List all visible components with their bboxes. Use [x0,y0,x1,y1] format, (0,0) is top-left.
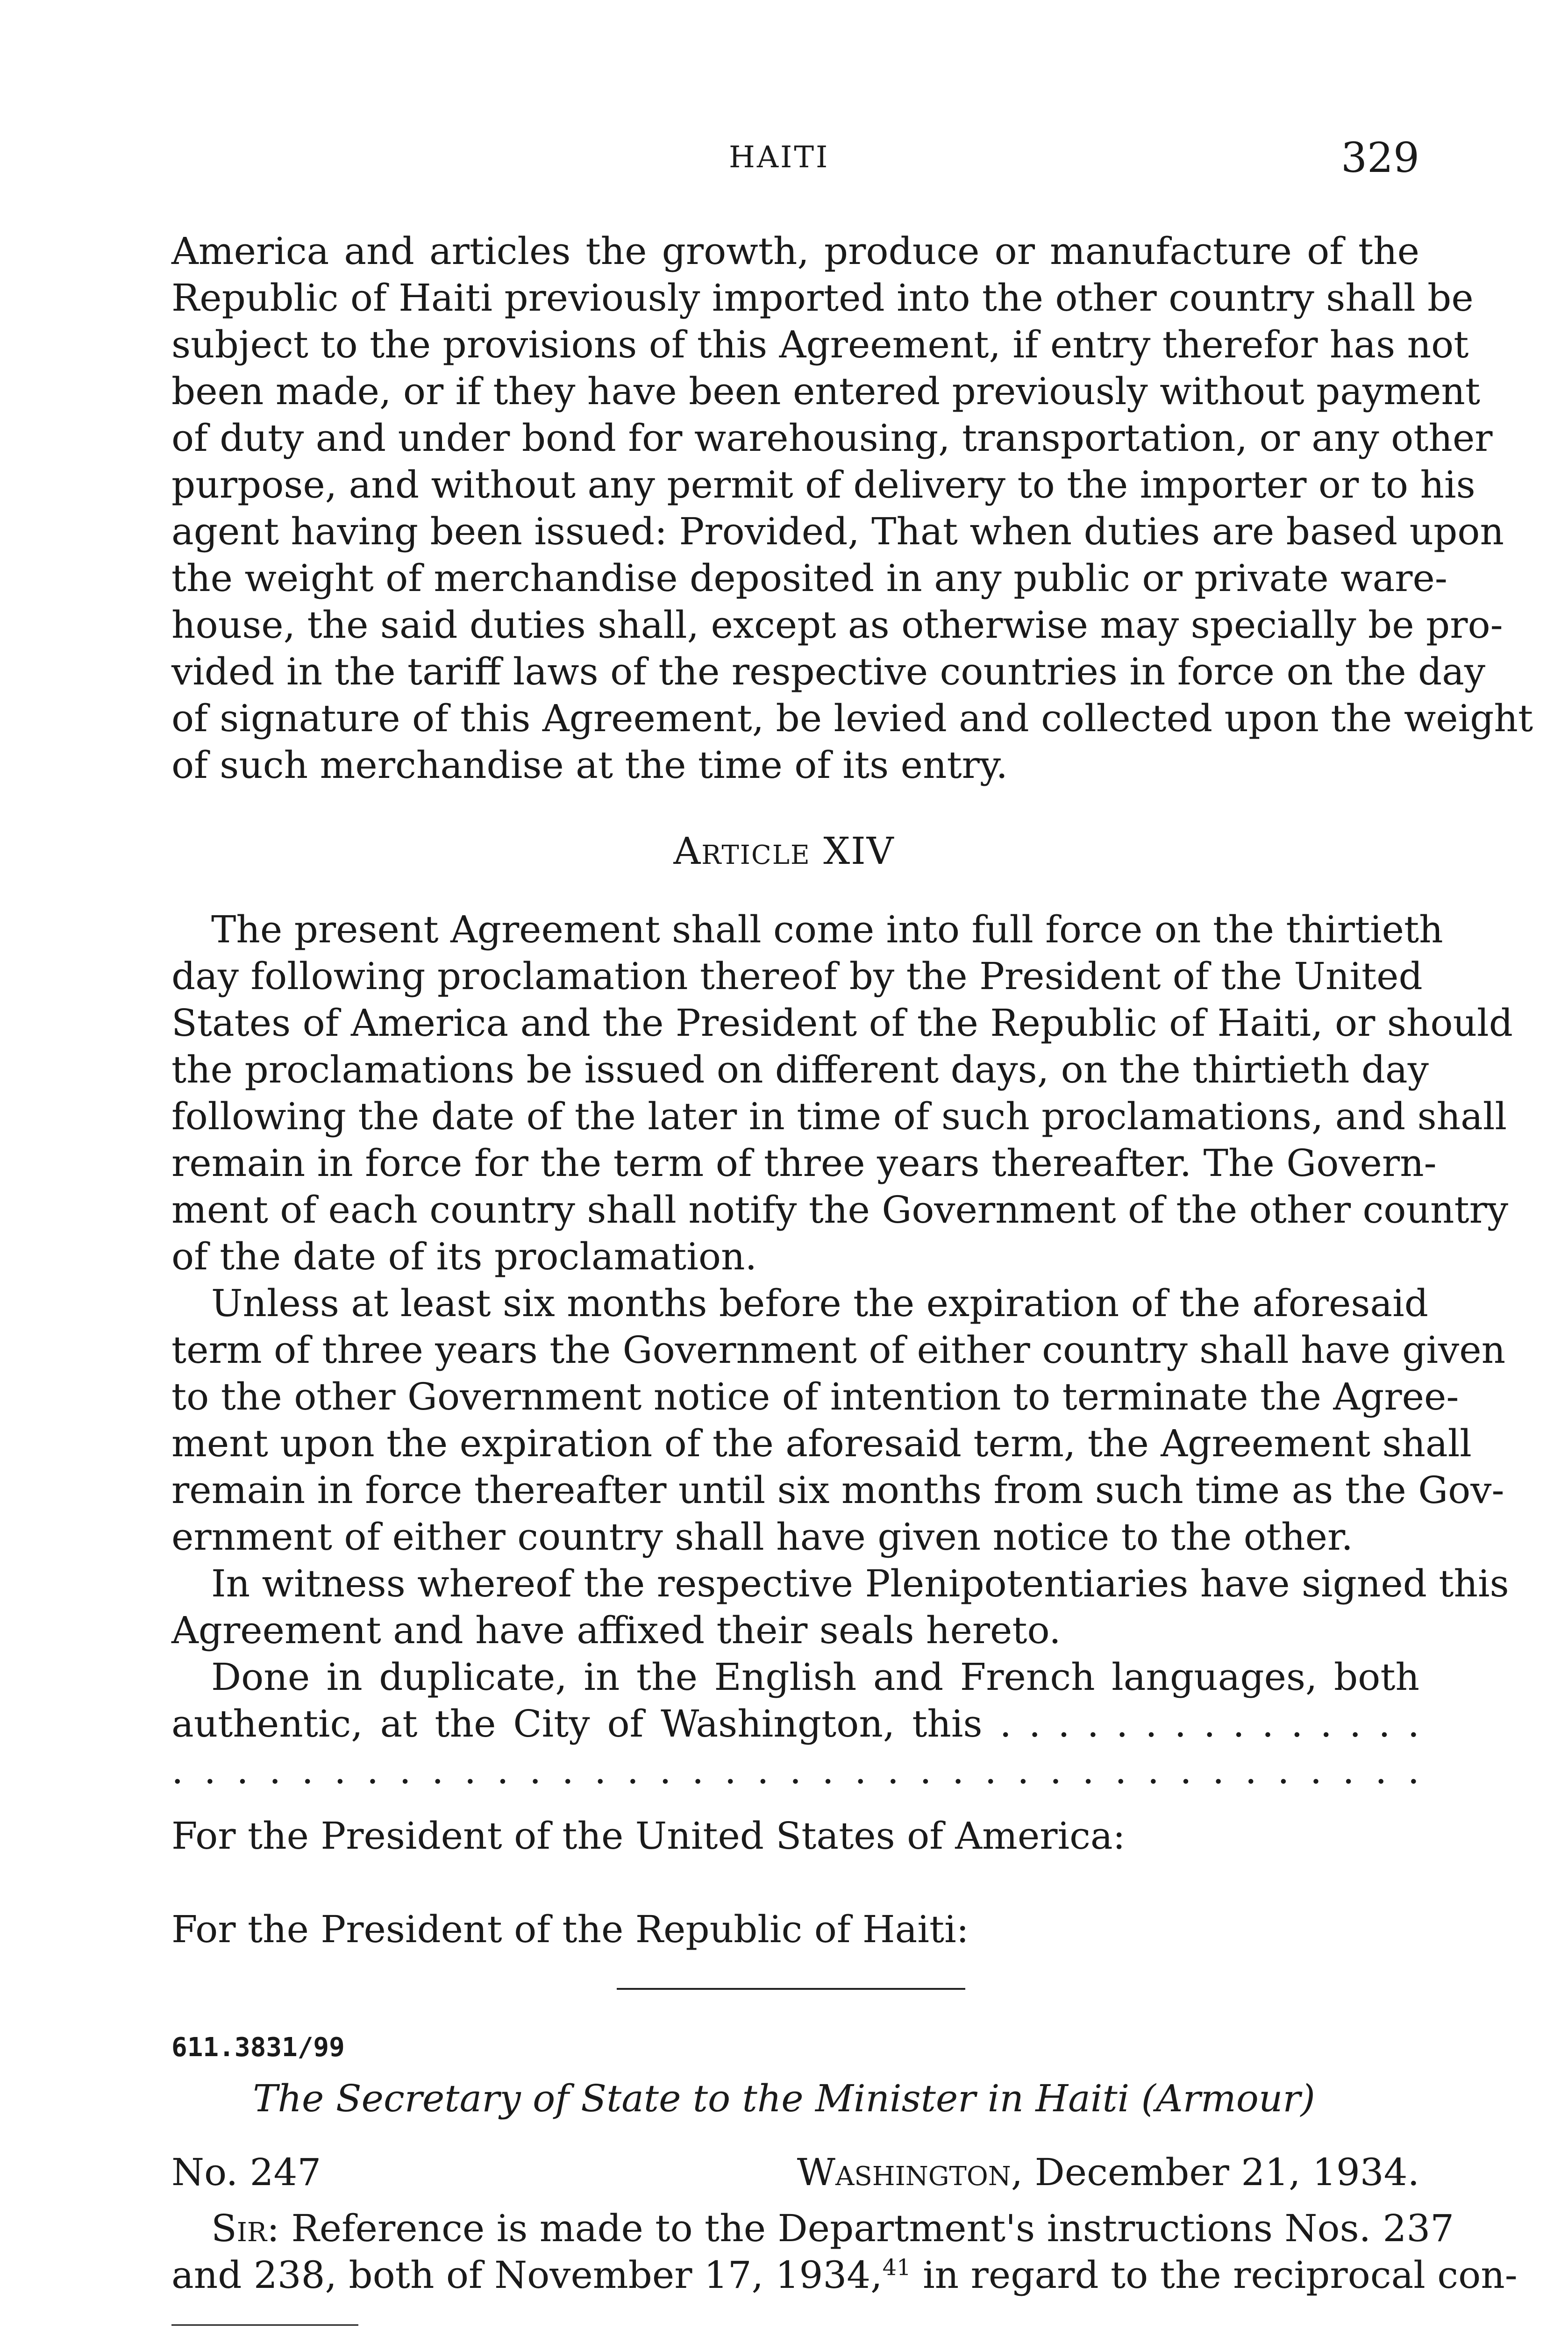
letter-text: in regard to the reciprocal con- [911,2253,1518,2297]
text-line: Agreement and have affixed their seals hereto. [171,1609,1061,1652]
text-line: In witness whereof the respective Plenipotentiaries have signed this [211,1562,1509,1605]
signature-line-us: For the President of the United States of America: [171,1814,1126,1858]
text-line: house, the said duties shall, except as otherwise may specially be pro- [171,603,1503,647]
text-line: Republic of Haiti previously imported into the other country shall be [171,276,1474,320]
text-line: subject to the provisions of this Agreement, if entry therefor has not [171,323,1469,366]
file-number: 611.3831/99 [171,2032,345,2063]
text-line: of duty and under bond for warehousing, transportation, or any other [171,416,1493,460]
salutation: Sir [211,2207,267,2250]
text-line: the weight of merchandise deposited in any public or private ware- [171,556,1447,600]
text-line: remain in force for the term of three years thereafter. The Govern- [171,1141,1437,1185]
document-caption: The Secretary of State to the Minister in Haiti (Armour) [253,2077,1315,2120]
text-line: of such merchandise at the time of its entry. [171,743,1008,787]
text-line: Unless at least six months before the expiration of the aforesaid [211,1282,1428,1325]
place: Washington [797,2151,1011,2194]
text-line: the proclamations be issued on different days, on the thirtieth day [171,1048,1429,1091]
text-line: ment upon the expiration of the aforesaid term, the Agreement shall [171,1422,1472,1465]
letter-line [211,2205,1454,2252]
text-line: term of three years the Government of either country shall have given [171,1328,1506,1372]
text-line: vided in the tariff laws of the respective countries in force on the day [171,650,1486,693]
signature-line-haiti: For the President of the Republic of Haiti: [171,1908,969,1951]
text-line: purpose, and without any permit of delivery to the importer or to his [171,463,1475,506]
text-line: following the date of the later in time of such proclamations, and shall [171,1095,1507,1138]
text-line: remain in force thereafter until six months from such time as the Gov- [171,1468,1504,1512]
section-divider [617,1988,965,1990]
text-line: been made, or if they have been entered previously without payment [171,370,1481,413]
letter-text: : Reference is made to the Department's instructions Nos. 237 [267,2207,1454,2250]
letter-text: and 238, both of November 17, 1934, [171,2253,883,2297]
letter-line [171,2252,1518,2299]
text-line: of signature of this Agreement, be levied and collected upon the weight [171,697,1533,740]
text-line: The present Agreement shall come into full force on the thirtieth [211,908,1443,951]
text-line: authentic, at the City of Washington, this . . . . . . . . . . . . . . . [171,1702,1419,1745]
text-line: America and articles the growth, produce or manufacture of the [171,229,1419,273]
text-line: ernment of either country shall have given notice to the other. [171,1515,1353,1559]
text-line: Done in duplicate, in the English and French languages, both [211,1655,1419,1699]
text-line: to the other Government notice of intention to terminate the Agree- [171,1375,1459,1418]
text-line: States of America and the President of the Republic of Haiti, or should [171,1001,1513,1045]
place-date [171,2149,1419,2196]
running-title: HAITI [729,140,830,175]
footnote-rule [171,2324,358,2326]
footnote-reference: 41 [882,2254,911,2281]
text-line: day following proclamation thereof by the President of the United [171,954,1423,998]
text-line: of the date of its proclamation. [171,1235,757,1278]
document-number: No. 247 [171,2151,321,2194]
dotted-leader-line: . . . . . . . . . . . . . . . . . . . . . . . . . . . . . . . . . . . . . . . [171,1749,1419,1792]
text-line: ment of each country shall notify the Government of the other country [171,1188,1509,1232]
article-heading: Article XIV [673,829,895,873]
text-line: agent having been issued: Provided, That when duties are based upon [171,510,1504,553]
page-number: 329 [1341,134,1419,182]
date: , December 21, 1934. [1011,2151,1419,2194]
